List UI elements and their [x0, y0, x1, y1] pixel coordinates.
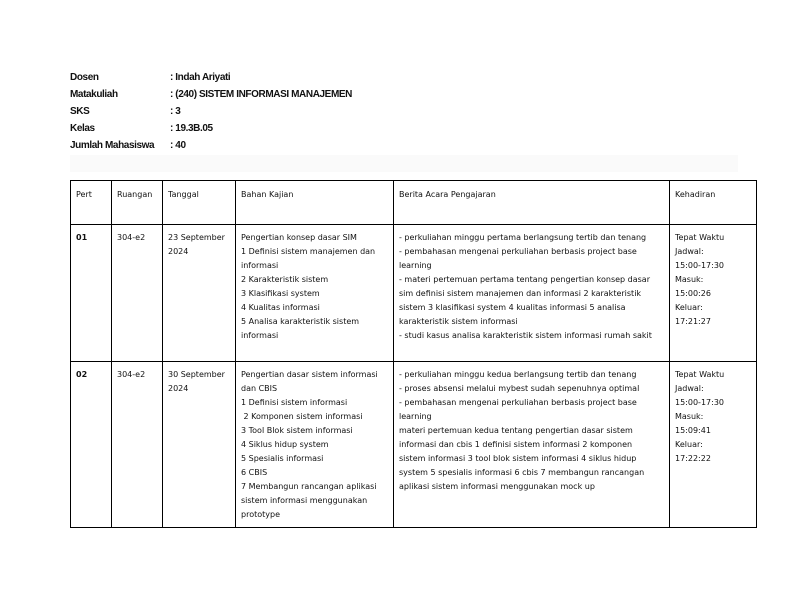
bahan-line: 1 Definisi sistem manajemen dan [241, 247, 376, 256]
bahan-line: 6 CBIS [241, 468, 268, 477]
kehadiran-line: 15:00-17:30 [675, 398, 724, 407]
berita-line: materi pertemuan kedua tentang pengertian dasar sistem [399, 426, 633, 435]
header-tanggal: Tanggal [163, 181, 236, 225]
bahan-line: sistem informasi menggunakan [241, 496, 368, 505]
info-value: : Indah Ariyati [170, 72, 231, 83]
tanggal-line: 2024 [168, 384, 189, 393]
kehadiran-line: Keluar: [675, 303, 703, 312]
cell-kehadiran [670, 362, 757, 528]
berita-line: informasi dan cbis 1 definisi sistem informasi 2 komponen [399, 440, 633, 449]
header-kehadiran: Kehadiran [670, 181, 757, 225]
bahan-line: 3 Tool Blok sistem informasi [241, 426, 353, 435]
berita-line: - studi kasus analisa karakteristik sistem informasi rumah sakit [399, 331, 652, 340]
table-row [71, 225, 757, 362]
info-label: Dosen [70, 72, 99, 83]
kehadiran-line: 17:22:22 [675, 454, 711, 463]
info-row-matakuliah [70, 88, 352, 105]
info-label: Jumlah Mahasiswa [70, 140, 155, 151]
cell-bahan-kajian [236, 225, 394, 362]
kehadiran-line: 15:00:26 [675, 289, 711, 298]
tanggal-line: 23 September [168, 233, 225, 242]
info-value: : 40 [170, 140, 186, 151]
bahan-line: 4 Siklus hidup system [241, 440, 329, 449]
cell-bahan-kajian [236, 362, 394, 528]
bahan-line: 3 Klasifikasi system [241, 289, 320, 298]
bahan-line: 2 Komponen sistem informasi [241, 412, 363, 421]
kehadiran-line: Keluar: [675, 440, 703, 449]
bahan-line: dan CBIS [241, 384, 278, 393]
bahan-line: 1 Definisi sistem informasi [241, 398, 348, 407]
kehadiran-line: 17:21:27 [675, 317, 711, 326]
course-info [70, 71, 352, 156]
info-label: Matakuliah [70, 89, 118, 100]
bahan-line: Pengertian konsep dasar SIM [241, 233, 357, 242]
header-berita-acara: Berita Acara Pengajaran [394, 181, 670, 225]
cell-berita-acara [394, 225, 670, 362]
info-label: SKS [70, 106, 90, 117]
cell-pert: 01 [71, 225, 112, 362]
bahan-line: 5 Analisa karakteristik sistem [241, 317, 360, 326]
info-value: : (240) SISTEM INFORMASI MANAJEMEN [170, 89, 352, 100]
kehadiran-status: Tepat Waktu [675, 233, 725, 242]
berita-line: - perkuliahan minggu kedua berlangsung tertib dan tenang [399, 370, 637, 379]
kehadiran-line: 15:00-17:30 [675, 261, 724, 270]
kehadiran-status: Tepat Waktu [675, 370, 725, 379]
bahan-line: 4 Kualitas informasi [241, 303, 320, 312]
berita-line: - materi pertemuan pertama tentang pengertian konsep dasar [399, 275, 650, 284]
cell-ruangan: 304-e2 [112, 225, 163, 362]
bahan-line: Pengertian dasar sistem informasi [241, 370, 378, 379]
berita-line: karakteristik sistem informasi [399, 317, 518, 326]
berita-line: learning [399, 412, 432, 421]
cell-kehadiran [670, 225, 757, 362]
bahan-line: 2 Karakteristik sistem [241, 275, 329, 284]
berita-line: - perkuliahan minggu pertama berlangsung tertib dan tenang [399, 233, 647, 242]
bahan-line: informasi [241, 261, 279, 270]
kehadiran-line: Masuk: [675, 275, 704, 284]
header-pert: Pert [71, 181, 112, 225]
info-row-sks [70, 105, 352, 122]
cell-tanggal [163, 362, 236, 528]
info-row-dosen [70, 71, 352, 88]
header-ruangan: Ruangan [112, 181, 163, 225]
berita-line: sim definisi sistem manajemen dan informasi 2 karakteristik [399, 289, 642, 298]
berita-line: sistem 3 klasifikasi system 4 kualitas informasi 5 analisa [399, 303, 626, 312]
berita-line: - pembahasan mengenai perkuliahan berbasis project base [399, 247, 637, 256]
table-header-row [71, 181, 757, 225]
table-row [71, 362, 757, 528]
header-band [70, 155, 738, 172]
berita-line: - pembahasan mengenai perkuliahan berbasis project base [399, 398, 637, 407]
kehadiran-line: Jadwal: [675, 247, 704, 256]
info-label: Kelas [70, 123, 95, 134]
info-value: : 3 [170, 106, 181, 117]
info-row-kelas [70, 122, 352, 139]
kehadiran-line: 15:09:41 [675, 426, 711, 435]
kehadiran-line: Jadwal: [675, 384, 704, 393]
bahan-line: 5 Spesialis informasi [241, 454, 324, 463]
berita-line: sistem informasi 3 tool blok sistem informasi 4 siklus hidup [399, 454, 637, 463]
header-bahan-kajian: Bahan Kajian [236, 181, 394, 225]
berita-line: system 5 spesialis informasi 6 cbis 7 membangun rancangan [399, 468, 645, 477]
tanggal-line: 30 September [168, 370, 225, 379]
tanggal-line: 2024 [168, 247, 189, 256]
cell-berita-acara [394, 362, 670, 528]
info-value: : 19.3B.05 [170, 123, 213, 134]
bahan-line: 7 Membangun rancangan aplikasi [241, 482, 377, 491]
cell-tanggal [163, 225, 236, 362]
info-row-jumlah-mahasiswa [70, 139, 352, 156]
attendance-table [70, 180, 757, 528]
berita-line: aplikasi sistem informasi menggunakan mock up [399, 482, 595, 491]
kehadiran-line: Masuk: [675, 412, 704, 421]
cell-pert: 02 [71, 362, 112, 528]
berita-line: - proses absensi melalui mybest sudah sepenuhnya optimal [399, 384, 640, 393]
cell-ruangan: 304-e2 [112, 362, 163, 528]
bahan-line: informasi [241, 331, 279, 340]
berita-line: learning [399, 261, 432, 270]
bahan-line: prototype [241, 510, 280, 519]
